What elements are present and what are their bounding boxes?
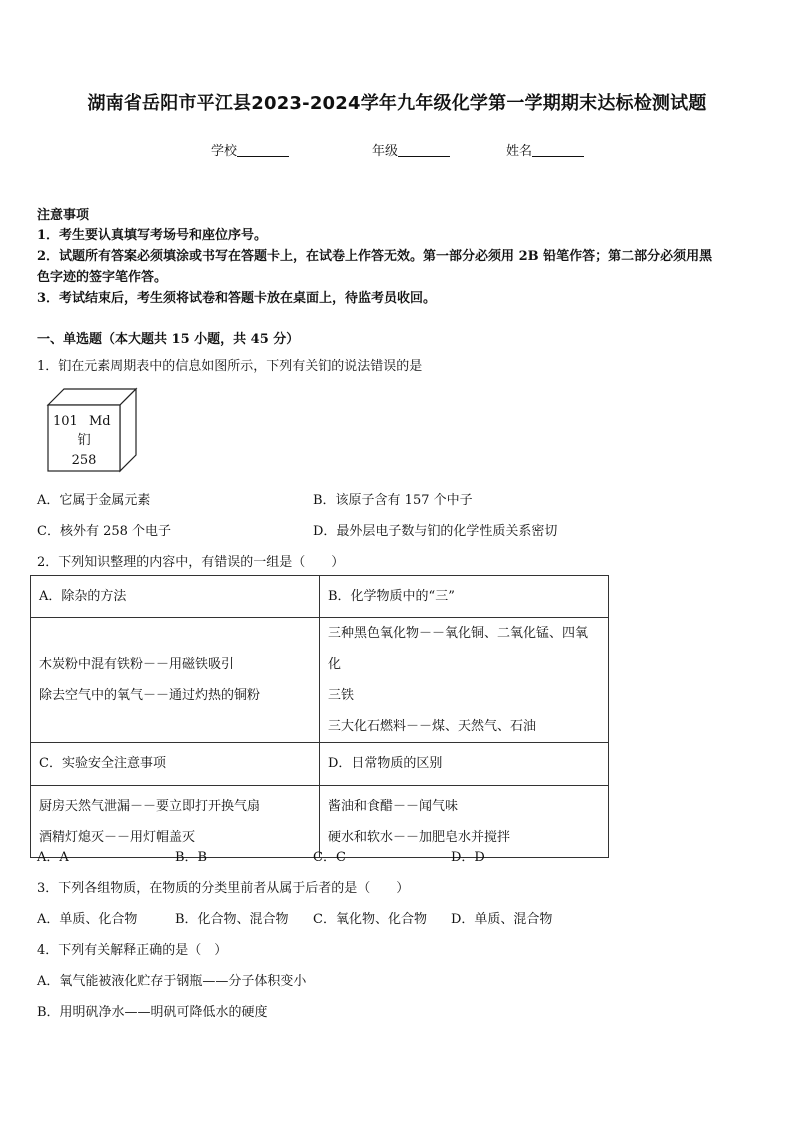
page-title: 湖南省岳阳市平江县2023-2024学年九年级化学第一学期期末达标检测试题 [87,93,707,114]
question-1-stem: 1．钔在元素周期表中的信息如图所示，下列有关钔的说法错误的是 [37,359,423,374]
cell-line: 酒精灯熄灭－－用灯帽盖灭 [39,829,196,845]
name-label: 姓名 [506,144,533,159]
knowledge-table [30,575,609,858]
school-label: 学校 [211,144,238,159]
cell-line: 木炭粉中混有铁粉－－用磁铁吸引 [39,657,235,672]
cell-line: 除去空气中的氧气－－通过灼热的铜粉 [39,688,261,703]
q3-option-b[interactable]: B．化合物、混合物 [175,912,289,927]
q2-option-b[interactable]: B．B [175,850,208,865]
cell-line: 三大化石燃料－－煤、天然气、石油 [328,719,537,734]
q3-option-a[interactable]: A．单质、化合物 [37,912,138,927]
q1-option-c[interactable]: C．核外有 258 个电子 [37,524,172,539]
notice-item: 3．考试结束后，考生须将试卷和答题卡放在桌面上，待监考员收回。 [37,291,437,306]
element-name: 钔 [77,433,91,448]
q4-option-b[interactable]: B．用明矾净水——明矾可降低水的硬度 [37,1005,268,1020]
element-symbol: Md [89,414,111,429]
cell-line: 硬水和软水－－加肥皂水并搅拌 [328,829,511,845]
grade-blank[interactable] [398,144,450,157]
element-card-figure [44,385,140,475]
cell-b-heading: B．化学物质中的“三” [320,576,609,618]
q2-option-c[interactable]: C．C [313,850,346,865]
cell-b-content [320,618,609,743]
notice-item: 1．考生要认真填写考场号和座位序号。 [37,228,268,243]
section-heading: 一、单选题（本大题共 15 小题，共 45 分） [37,332,300,347]
grade-label: 年级 [372,144,399,159]
name-blank[interactable] [532,144,584,157]
notice-item: 2．试题所有答案必须填涂或书写在答题卡上，在试卷上作答无效。第一部分必须用 2B 铅笔作答；第二部分必须用黑 [37,249,713,264]
cell-line: 厨房天然气泄漏－－要立即打开换气扇 [39,798,261,814]
school-field [211,140,289,159]
cell-line: 三铁 [328,688,355,703]
cell-a-heading: A．除杂的方法 [31,576,320,618]
cell-d-heading: D．日常物质的区别 [320,743,609,786]
question-2-stem: 2．下列知识整理的内容中，有错误的一组是（ ） [37,555,345,570]
q1-option-b[interactable]: B．该原子含有 157 个中子 [313,493,473,508]
atomic-mass: 258 [71,453,97,468]
notice-heading: 注意事项 [37,208,90,223]
question-4-stem: 4．下列有关解释正确的是（ ） [37,943,228,958]
q3-option-d[interactable]: D．单质、混合物 [451,912,553,927]
q1-option-a[interactable]: A．它属于金属元素 [37,493,151,508]
cell-c-heading: C．实验安全注意事项 [31,743,320,786]
notice-item: 色字迹的签字笔作答。 [37,270,168,285]
question-3-stem: 3．下列各组物质，在物质的分类里前者从属于后者的是（ ） [37,881,410,896]
school-blank[interactable] [237,144,289,157]
cell-a-content [31,618,320,743]
q3-option-c[interactable]: C．氧化物、化合物 [313,912,427,927]
q2-option-a[interactable]: A．A [37,850,69,865]
q1-option-d[interactable]: D．最外层电子数与钔的化学性质关系密切 [313,524,558,539]
q2-option-d[interactable]: D．D [451,850,485,865]
atomic-number: 101 [53,414,78,429]
name-field [506,140,584,159]
q4-option-a[interactable]: A．氧气能被液化贮存于钢瓶——分子体积变小 [37,974,307,989]
cell-line: 酱油和食醋－－闻气味 [328,798,459,814]
cell-line: 三种黑色氧化物－－氧化铜、二氧化锰、四氧化 [328,626,589,672]
grade-field [372,140,450,159]
